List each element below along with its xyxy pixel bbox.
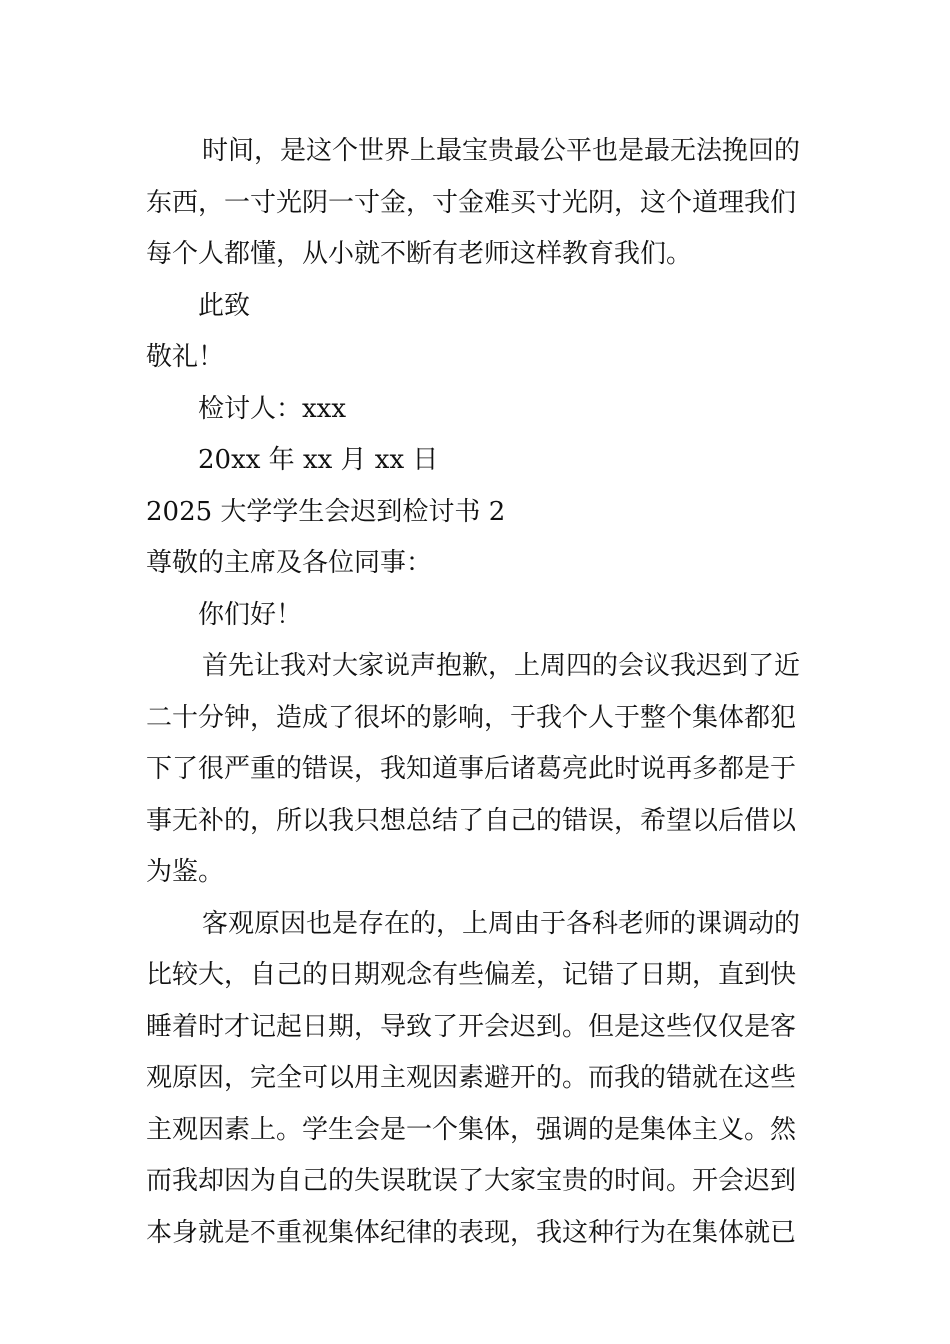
text-line: 睡着时才记起日期，导致了开会迟到。但是这些仅仅是客 [146, 1011, 797, 1042]
text-line: 每个人都懂，从小就不断有老师这样教育我们。 [146, 239, 693, 269]
salute-line: 敬礼！ [146, 342, 225, 372]
text-line: 首先让我对大家说声抱歉，上周四的会议我迟到了近 [202, 651, 801, 681]
hello-line: 你们好！ [198, 599, 303, 630]
document-page [146, 126, 806, 1259]
text-line: 时间，是这个世界上最宝贵最公平也是最无法挽回的 [202, 136, 801, 166]
text-line: 二十分钟，造成了很坏的影响，于我个人于整个集体都犯 [146, 702, 797, 733]
text-line: 比较大，自己的日期观念有些偏差，记错了日期，直到快 [146, 960, 797, 990]
signer-line: 检讨人：xxx [198, 393, 346, 424]
text-line: 观原因，完全可以用主观因素避开的。而我的错就在这些 [146, 1063, 797, 1093]
greeting-line: 尊敬的主席及各位同事： [146, 548, 433, 578]
text-line: 为鉴。 [146, 857, 225, 887]
text-line: 本身就是不重视集体纪律的表现，我这种行为在集体就已 [146, 1217, 797, 1248]
closing-line: 此致 [198, 290, 251, 321]
text-line: 而我却因为自己的失误耽误了大家宝贵的时间。开会迟到 [146, 1166, 797, 1196]
paragraph-time [146, 126, 806, 281]
paragraph-reasons [146, 899, 806, 1260]
paragraph-apology [146, 641, 806, 899]
text-line: 主观因素上。学生会是一个集体，强调的是集体主义。然 [146, 1114, 797, 1145]
text-line: 客观原因也是存在的，上周由于各科老师的课调动的 [202, 908, 801, 939]
text-line: 下了很严重的错误，我知道事后诸葛亮此时说再多都是于 [146, 754, 797, 784]
text-line: 事无补的，所以我只想总结了自己的错误，希望以后借以 [146, 805, 797, 836]
date-line: 20xx 年 xx 月 xx 日 [198, 445, 439, 475]
section-title: 2025 大学学生会迟到检讨书 2 [146, 496, 506, 527]
text-line: 东西，一寸光阴一寸金，寸金难买寸光阴，这个道理我们 [146, 187, 797, 218]
